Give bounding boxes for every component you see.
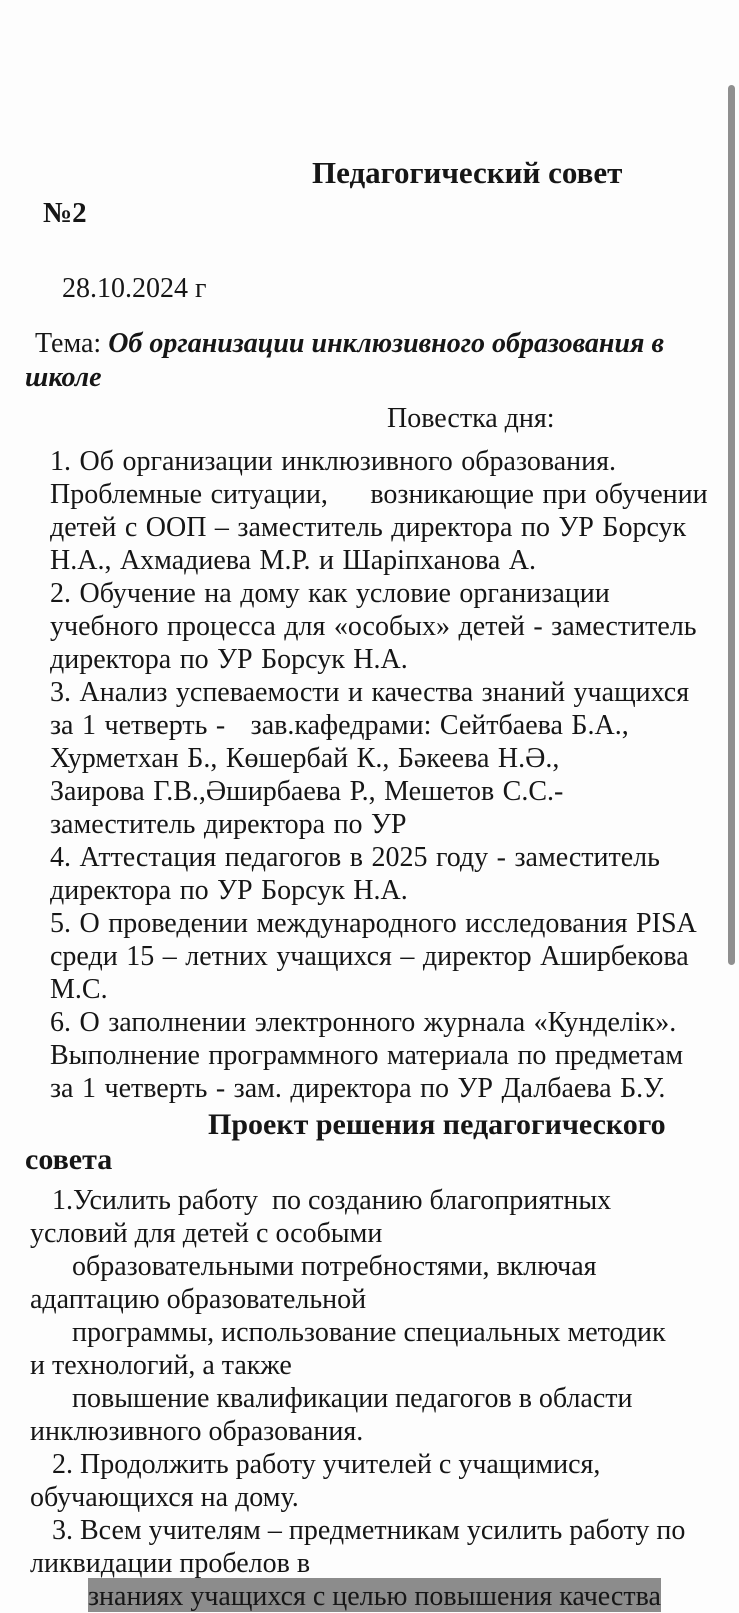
agenda-line: заместитель директора по УР bbox=[50, 809, 407, 840]
agenda-line: детей с ООП – заместитель директора по УР Борсук bbox=[50, 512, 687, 543]
agenda-line: Выполнение программного материала по предметам bbox=[50, 1040, 684, 1071]
scrollbar-track bbox=[725, 0, 737, 1600]
selection-highlight: знаниях учащихся с целью повышения качества bbox=[88, 1581, 661, 1612]
resolution-line: 3. Всем учителям – предметникам усилить работу по bbox=[52, 1515, 686, 1546]
agenda-line: 3. Анализ успеваемости и качества знаний учащихся bbox=[50, 677, 690, 708]
document-title-text: Педагогический совет bbox=[312, 155, 623, 190]
agenda-line: Н.А., Ахмадиева М.Р. и Шаріпханова А. bbox=[50, 545, 536, 576]
agenda-line: 1. Об организации инклюзивного образования. bbox=[50, 446, 616, 477]
resolution-line: ликвидации пробелов в bbox=[30, 1548, 311, 1579]
agenda-list bbox=[50, 445, 708, 1105]
agenda-line: Проблемные ситуации, возникающие при обучении bbox=[50, 479, 708, 510]
resolution-list bbox=[25, 1184, 688, 1613]
agenda-line: среди 15 – летних учащихся – директор Аширбекова bbox=[50, 941, 689, 972]
agenda-line: учебного процесса для «особых» детей - заместитель bbox=[50, 611, 697, 642]
resolution-line: 2. Продолжить работу учителей с учащимися, bbox=[52, 1449, 601, 1480]
resolution-heading-text: Проект решения педагогического bbox=[208, 1108, 666, 1141]
resolution-line: повышение квалификации педагогов в области bbox=[72, 1383, 633, 1414]
document-title bbox=[43, 152, 688, 234]
document-date: 28.10.2024 г bbox=[62, 273, 207, 304]
agenda-line: М.С. bbox=[50, 974, 108, 1005]
document-number: №2 bbox=[43, 197, 87, 229]
agenda-line: 6. О заполнении электронного журнала «Кунделік». bbox=[50, 1007, 677, 1038]
resolution-line bbox=[88, 1580, 688, 1613]
resolution-line: 1.Усилить работу по созданию благоприятных bbox=[52, 1185, 612, 1216]
topic-text-wrap: школе bbox=[25, 362, 102, 393]
resolution-line: адаптацию образовательной bbox=[30, 1284, 367, 1315]
topic-label: Тема: bbox=[35, 328, 109, 359]
resolution-line: обучающихся на дому. bbox=[30, 1482, 299, 1513]
resolution-line: условий для детей с особыми bbox=[30, 1218, 383, 1249]
agenda-line: за 1 четверть - зав.кафедрами: Сейтбаева Б.А., bbox=[50, 710, 629, 741]
resolution-line: образовательными потребностями, включая bbox=[72, 1251, 597, 1282]
resolution-line: и технологий, а также bbox=[30, 1350, 292, 1381]
resolution-heading-wrap: совета bbox=[25, 1143, 113, 1176]
agenda-line: за 1 четверть - зам. директора по УР Далбаева Б.У. bbox=[50, 1073, 666, 1104]
agenda-line: директора по УР Борсук Н.А. bbox=[50, 644, 408, 675]
document-topic bbox=[25, 327, 688, 395]
agenda-line: 5. О проведении международного исследования PISA bbox=[50, 908, 697, 939]
resolution-heading bbox=[25, 1107, 688, 1177]
resolution-line: инклюзивного образования. bbox=[30, 1416, 364, 1447]
agenda-line: 2. Обучение на дому как условие организации bbox=[50, 578, 610, 609]
scrollbar-thumb[interactable] bbox=[728, 85, 735, 965]
agenda-title: Повестка дня: bbox=[387, 403, 555, 434]
resolution-line: программы, использование специальных методик bbox=[72, 1317, 666, 1348]
agenda-line: директора по УР Борсук Н.А. bbox=[50, 875, 408, 906]
agenda-line: Хурметхан Б., Көшербай К., Бәкеева Н.Ә., bbox=[50, 743, 560, 774]
topic-text: Об организации инклюзивного образования в bbox=[108, 328, 664, 359]
agenda-line: 4. Аттестация педагогов в 2025 году - заместитель bbox=[50, 842, 660, 873]
agenda-line: Заирова Г.В.,Әширбаева Р., Мешетов С.С.- bbox=[50, 776, 564, 807]
